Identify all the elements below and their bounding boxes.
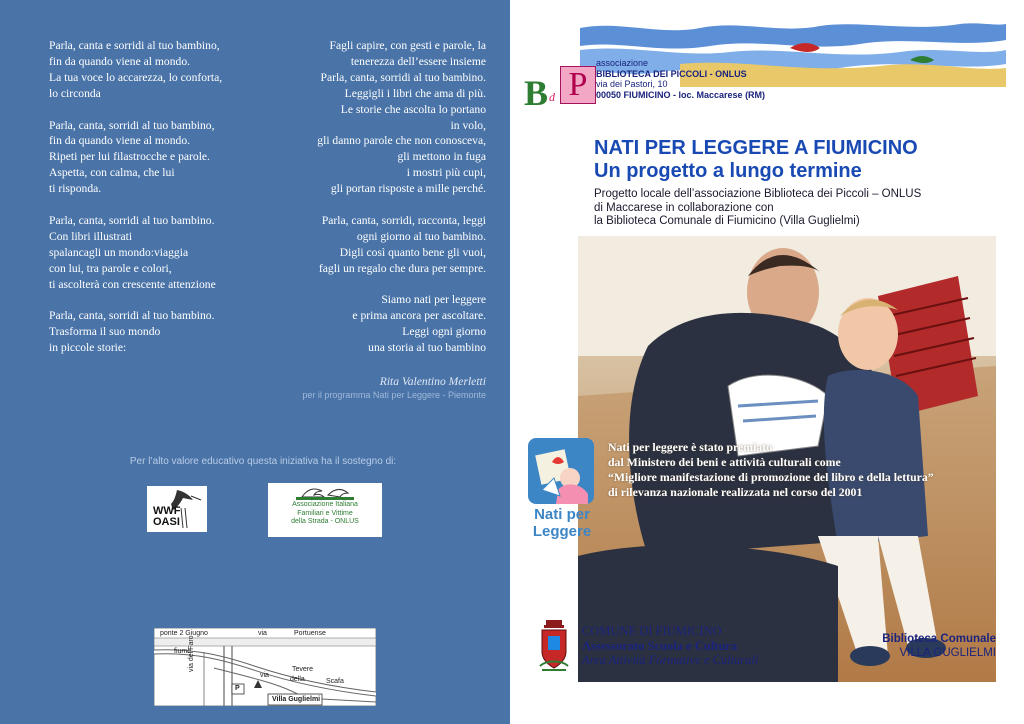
biblioteca-comunale-block [882,632,996,660]
poem-stanza [49,308,274,356]
project-description [594,188,994,229]
right-panel [510,0,1024,724]
poem-line: Parla, canta, sorridi, racconta, leggi [321,213,486,227]
biblioteca-piccoli-logo [524,66,590,113]
poem-line: Trasforma il suo mondo [49,325,161,339]
aiv-logo [268,483,382,537]
page-subtitle-title: Un progetto a lungo termine [594,160,862,182]
villa-guglielmi: VILLA GUGLIELMI [899,647,996,659]
poem-stanza [262,213,486,277]
description-line: la Biblioteca Comunale di Fiumicino (Villa Guglielmi) [594,215,860,227]
poem-line: in volo, [450,118,486,132]
fiumicino-crest-icon [538,620,570,672]
comune-block [582,624,758,668]
map-label-ponte: ponte 2 Giugno [160,630,208,637]
wwf-oasi-label: WWF OASI [153,505,181,528]
poem-line: ti ascolterà con crescente attenzione [49,277,216,291]
poem-line: Parla, canta, sorridi al tuo bambino, [49,118,215,132]
poem-line: in piccole storie: [49,341,127,355]
award-line: di rilevanza nazionale realizzata nel corso del 2001 [608,485,863,499]
logo-letter-p: P [560,66,596,104]
doves-icon [268,483,382,501]
assoc-name: BIBLIOTECA DEI PICCOLI - ONLUS [596,68,747,79]
map-label-via2: via [260,672,269,679]
award-line: dal Ministero dei beni e attività culturali come [608,455,841,469]
poem-line: Leggi ogni giorno [402,325,486,339]
map-label-scafa: Scafa [326,678,344,685]
poem-line: Parla, canta, sorridi al tuo bambino. [49,213,215,227]
poem-stanza [49,118,274,198]
poem-line: Siamo nati per leggere [381,293,486,307]
poem-stanza [49,38,274,102]
poem-line: con lui, tra parole e colori, [49,261,172,275]
map-label-tevere: Tevere [292,666,314,673]
area-attivita: Area Attività Formative e Culturali [582,653,759,667]
logo-letter-d: d [549,90,555,104]
poem-line: spalancagli un mondo:viaggia [49,245,189,259]
assoc-label: associazione [596,58,649,68]
left-panel [0,0,510,724]
poem-line: e prima ancora per ascoltare. [352,309,486,323]
poem-stanza [262,292,486,356]
reading-child-icon [528,438,594,504]
page-title: NATI PER LEGGERE A FIUMICINO [594,137,918,159]
support-text: Per l’alto valore educativo questa iniziativa ha il sostegno di: [129,456,397,467]
poem-column-left [49,38,274,372]
poem-line: gli mettono in fuga [397,150,486,164]
poem-line: Fagli capire, con gesti e parole, la [329,39,486,52]
poem-line: fin da quando viene al mondo. [49,54,191,68]
map-label-della: della [290,676,305,683]
poem-line: Con libri illustrati [49,229,133,243]
poem-line: ti risponda. [49,182,102,196]
poem-author-note: per il programma Nati per Leggere - Piemonte [302,390,486,400]
map-parking-icon: P [235,685,240,692]
association-address [596,58,765,100]
poem-line: i mostri più cupi, [406,166,486,180]
award-line: Nati per leggere è stato premiato [608,440,773,454]
poem-line: tenerezza dell’essere insieme [350,54,486,68]
aiv-label: Associazione Italiana Familiari e Vittime della Strada - ONLUS [291,501,359,525]
poem-stanza [49,213,274,293]
poem-line: gli portan risposte a mille perché. [330,182,486,196]
poem-line: Parla, canta e sorridi al tuo bambino, [49,39,220,52]
poem-author: Rita Valentino Merletti [379,375,486,388]
map-label-villa: Villa Guglielmi [272,696,321,703]
poem-line: ogni giorno al tuo bambino. [356,229,486,243]
poem-line: fagli un regalo che dura per sempre. [318,261,486,275]
poem-line: lo circonda [49,86,101,100]
wwf-oasi-logo [147,486,207,532]
assoc-city: 00050 FIUMICINO - loc. Maccarese (RM) [596,89,766,100]
poem-line: gli danno parole che non conosceva, [317,134,486,148]
poem-line: Digli così quanto bene gli vuoi, [339,245,486,259]
location-map [154,628,376,706]
poem-line: Ripeti per lui filastrocche e parole. [49,150,210,164]
description-line: di Maccarese in collaborazione con [594,201,774,214]
map-label-faro: via del Faro [188,635,195,672]
map-label-via: via [258,630,267,637]
award-line: “Migliore manifestazione di promozione del libro e della lettura” [608,470,934,484]
biblioteca-comunale: Biblioteca Comunale [882,633,996,645]
poem-line: una storia al tuo bambino [368,341,486,355]
poem-stanza [262,38,486,197]
nati-per-leggere-text [528,506,596,540]
poem-line: La tua voce lo accarezza, lo conforta, [49,70,223,84]
npl-line-1: Nati per [534,506,590,523]
poem-line: Parla, canta, sorridi al tuo bambino. [49,309,215,323]
poem-line: Le storie che ascolta lo portano [340,102,486,116]
assessorato: Assessorato Scuola e Cultura [582,638,738,653]
npl-line-2: Leggere [532,523,592,540]
map-label-portuense: Portuense [294,630,326,637]
comune-name: COMUNE DI FIUMICINO [582,624,722,638]
poem-line: Parla, canta, sorridi al tuo bambino. [320,70,486,84]
award-text [608,440,988,500]
nati-per-leggere-logo [528,438,596,544]
poem-line: fin da quando viene al mondo. [49,134,191,148]
assoc-street: via dei Pastori, 10 [596,79,668,89]
description-line: Progetto locale dell’associazione Biblioteca dei Piccoli – ONLUS [594,188,922,200]
logo-letter-b: B [524,73,549,113]
map-label-fiume: fiume [174,648,192,655]
poem-column-right [262,38,486,372]
poem-line: Aspetta, con calma, che lui [49,166,175,180]
poem-line: Leggigli i libri che ama di più. [344,86,486,100]
father-reading-photo [578,236,996,682]
